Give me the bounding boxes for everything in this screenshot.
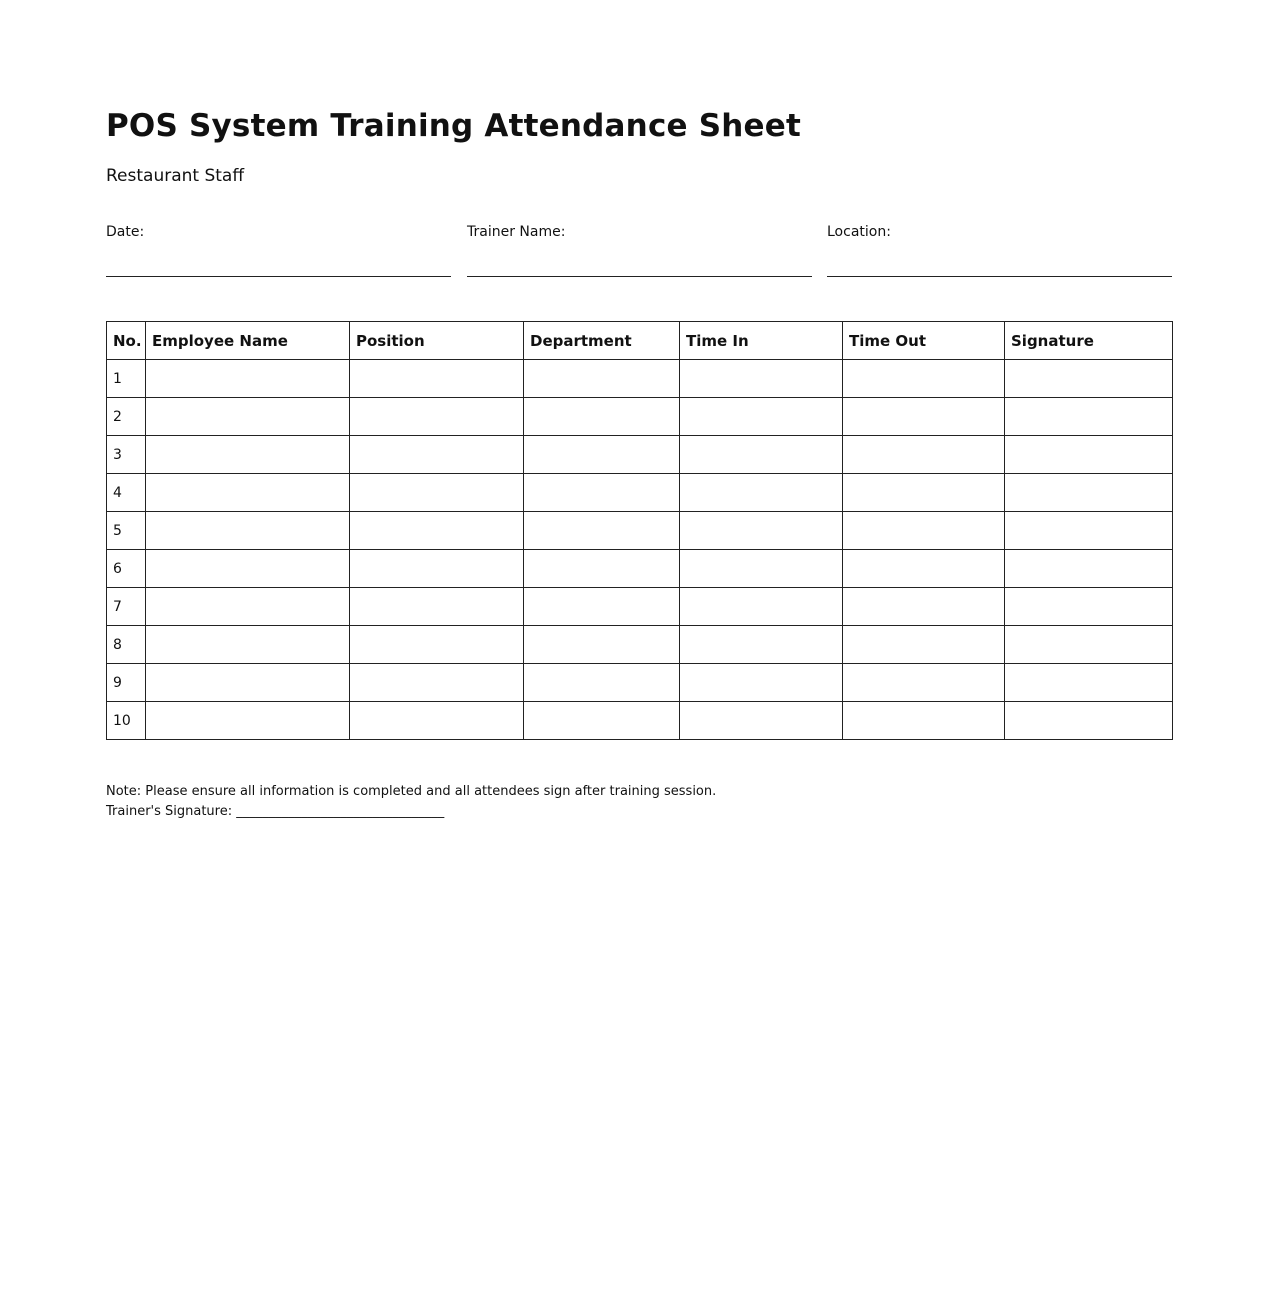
department-cell[interactable] <box>524 588 680 626</box>
time-in-cell[interactable] <box>680 588 843 626</box>
time-in-cell[interactable] <box>680 664 843 702</box>
trainer-name-field[interactable] <box>467 224 812 277</box>
position-cell[interactable] <box>350 702 524 740</box>
signature-cell[interactable] <box>1005 512 1173 550</box>
table-row <box>107 436 1173 474</box>
header-signature: Signature <box>1005 322 1173 360</box>
time-out-cell[interactable] <box>843 626 1005 664</box>
time-in-cell[interactable] <box>680 474 843 512</box>
employee-name-cell[interactable] <box>146 550 350 588</box>
header-position: Position <box>350 322 524 360</box>
row-number: 8 <box>107 626 146 664</box>
employee-name-cell[interactable] <box>146 360 350 398</box>
time-out-cell[interactable] <box>843 436 1005 474</box>
table-header-row <box>107 322 1173 360</box>
signature-cell[interactable] <box>1005 436 1173 474</box>
signature-cell[interactable] <box>1005 702 1173 740</box>
position-cell[interactable] <box>350 436 524 474</box>
date-field[interactable] <box>106 224 451 277</box>
time-out-cell[interactable] <box>843 474 1005 512</box>
row-number: 7 <box>107 588 146 626</box>
department-cell[interactable] <box>524 512 680 550</box>
trainer-name-label: Trainer Name: <box>467 224 566 240</box>
header-no: No. <box>107 322 146 360</box>
time-out-cell[interactable] <box>843 360 1005 398</box>
table-row <box>107 588 1173 626</box>
signature-cell[interactable] <box>1005 626 1173 664</box>
position-cell[interactable] <box>350 550 524 588</box>
row-number: 1 <box>107 360 146 398</box>
employee-name-cell[interactable] <box>146 474 350 512</box>
signature-cell[interactable] <box>1005 550 1173 588</box>
department-cell[interactable] <box>524 664 680 702</box>
department-cell[interactable] <box>524 436 680 474</box>
department-cell[interactable] <box>524 550 680 588</box>
time-in-cell[interactable] <box>680 702 843 740</box>
row-number: 5 <box>107 512 146 550</box>
department-cell[interactable] <box>524 474 680 512</box>
session-fields <box>106 224 1172 276</box>
date-label: Date: <box>106 224 145 240</box>
notes-section <box>106 782 716 822</box>
table-row <box>107 360 1173 398</box>
row-number: 10 <box>107 702 146 740</box>
header-time-in: Time In <box>680 322 843 360</box>
table-row <box>107 664 1173 702</box>
time-out-cell[interactable] <box>843 664 1005 702</box>
completion-note: Note: Please ensure all information is completed and all attendees sign after training session. <box>106 784 717 799</box>
table-row <box>107 474 1173 512</box>
employee-name-cell[interactable] <box>146 626 350 664</box>
header-department: Department <box>524 322 680 360</box>
department-cell[interactable] <box>524 702 680 740</box>
time-in-cell[interactable] <box>680 360 843 398</box>
signature-cell[interactable] <box>1005 398 1173 436</box>
department-cell[interactable] <box>524 360 680 398</box>
position-cell[interactable] <box>350 398 524 436</box>
employee-name-cell[interactable] <box>146 398 350 436</box>
employee-name-cell[interactable] <box>146 664 350 702</box>
signature-cell[interactable] <box>1005 664 1173 702</box>
page-subtitle: Restaurant Staff <box>106 166 245 186</box>
time-in-cell[interactable] <box>680 436 843 474</box>
location-label: Location: <box>827 224 891 240</box>
header-employee-name: Employee Name <box>146 322 350 360</box>
table-row <box>107 702 1173 740</box>
signature-cell[interactable] <box>1005 588 1173 626</box>
time-out-cell[interactable] <box>843 512 1005 550</box>
time-out-cell[interactable] <box>843 702 1005 740</box>
page-title: POS System Training Attendance Sheet <box>106 108 801 144</box>
department-cell[interactable] <box>524 626 680 664</box>
department-cell[interactable] <box>524 398 680 436</box>
table-row <box>107 512 1173 550</box>
position-cell[interactable] <box>350 512 524 550</box>
position-cell[interactable] <box>350 664 524 702</box>
row-number: 9 <box>107 664 146 702</box>
time-in-cell[interactable] <box>680 550 843 588</box>
employee-name-cell[interactable] <box>146 512 350 550</box>
position-cell[interactable] <box>350 626 524 664</box>
time-in-cell[interactable] <box>680 626 843 664</box>
employee-name-cell[interactable] <box>146 702 350 740</box>
row-number: 6 <box>107 550 146 588</box>
signature-cell[interactable] <box>1005 360 1173 398</box>
table-row <box>107 398 1173 436</box>
header-time-out: Time Out <box>843 322 1005 360</box>
row-number: 3 <box>107 436 146 474</box>
location-field[interactable] <box>827 224 1172 277</box>
employee-name-cell[interactable] <box>146 436 350 474</box>
time-in-cell[interactable] <box>680 398 843 436</box>
trainer-signature-line[interactable]: Trainer's Signature: ________________________________ <box>106 804 445 819</box>
time-in-cell[interactable] <box>680 512 843 550</box>
time-out-cell[interactable] <box>843 550 1005 588</box>
position-cell[interactable] <box>350 588 524 626</box>
time-out-cell[interactable] <box>843 588 1005 626</box>
table-row <box>107 626 1173 664</box>
row-number: 2 <box>107 398 146 436</box>
position-cell[interactable] <box>350 474 524 512</box>
time-out-cell[interactable] <box>843 398 1005 436</box>
signature-cell[interactable] <box>1005 474 1173 512</box>
attendance-table <box>106 321 1173 740</box>
position-cell[interactable] <box>350 360 524 398</box>
employee-name-cell[interactable] <box>146 588 350 626</box>
row-number: 4 <box>107 474 146 512</box>
table-row <box>107 550 1173 588</box>
